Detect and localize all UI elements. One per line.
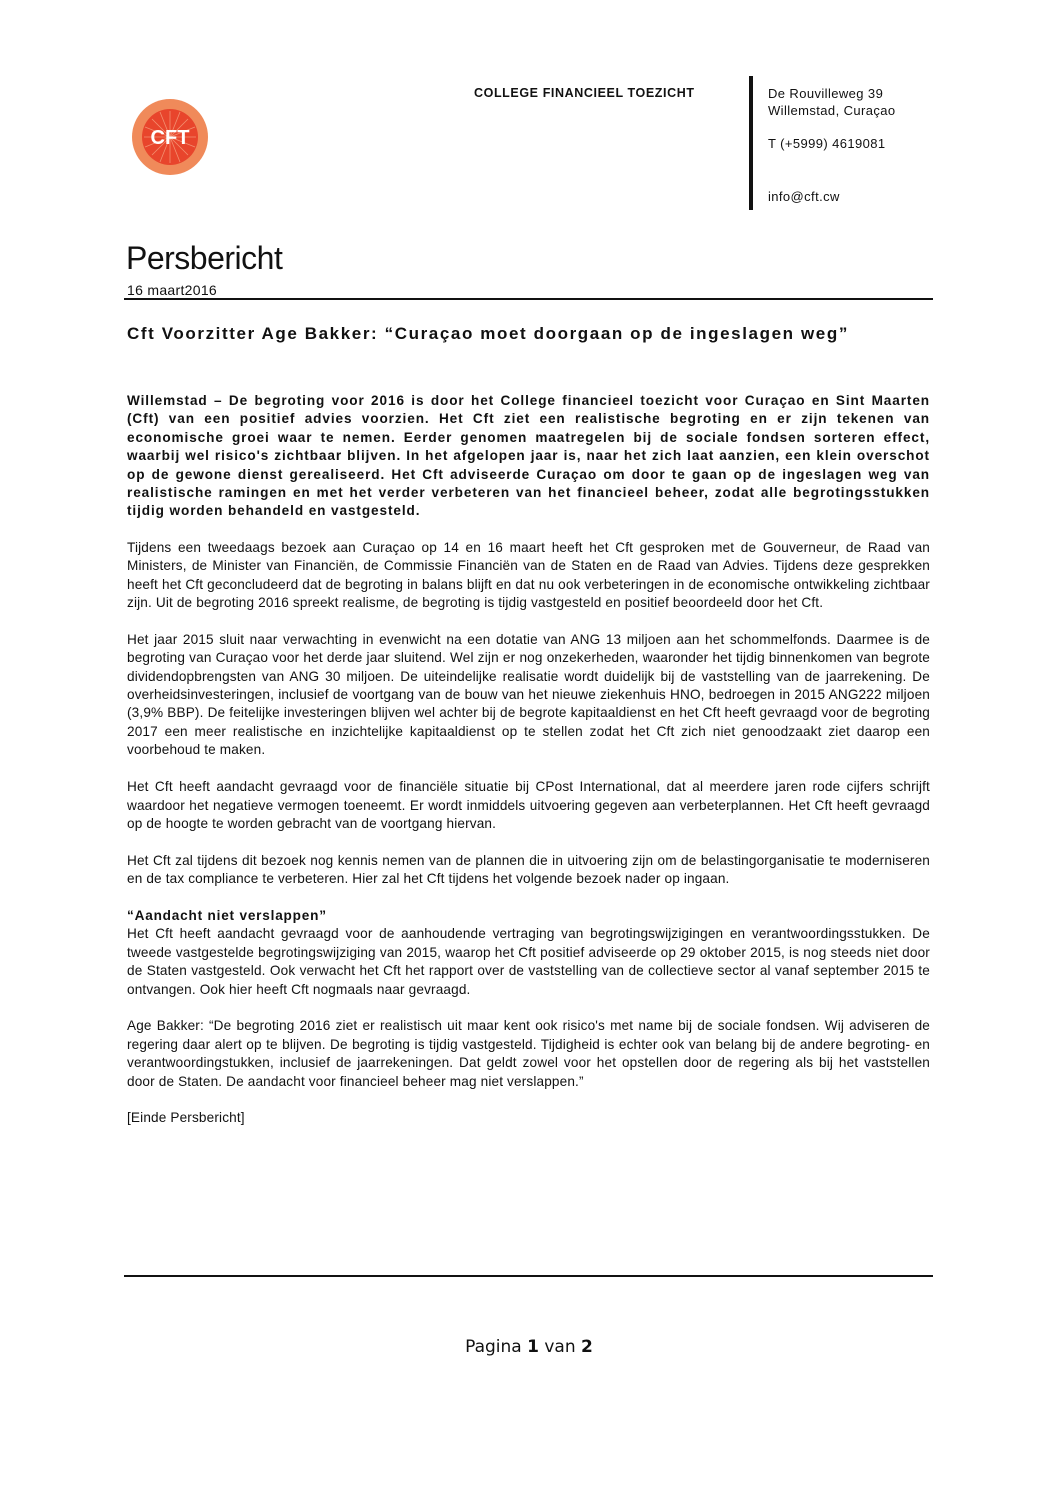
cft-logo-icon [130, 97, 210, 177]
press-body [127, 392, 930, 1146]
title-divider [124, 298, 933, 300]
body-paragraph: Het jaar 2015 sluit naar verwachting in evenwicht na een dotatie van ANG 13 miljoen aan het schommelfonds. Daarmee is de begroting van Curaçao voor het derde jaar sluitend. Wel zijn er nog onzekerheden, waaronder het tijdig binnenkomen van begrote dividendopbrengsten van ANG 30 miljoen. De uiteindelijke realisatie wordt duidelijk bij de vaststelling van de jaarrekening. De overheidsinvesteringen, inclusief de voortgang van de bouw van het nieuwe ziekenhuis HNO, bedroegen in 2015 ANG222 miljoen (3,9% BBP). De feitelijke investeringen blijven wel achter bij de begrote kapitaaldienst en het Cft heeft gevraagd voor de begroting 2017 een meer realistische en inzichtelijke kapitaaldienst op te stellen zodat het Cft zich niet genoodzaakt ziet daarop een voorbehoud te maken. [127, 631, 930, 758]
organization-name: COLLEGE FINANCIEEL TOEZICHT [474, 86, 695, 100]
current-page: 1 [527, 1337, 539, 1357]
subsection [127, 907, 930, 999]
phone-number: T (+5999) 4619081 [768, 136, 886, 151]
section-subheading: “Aandacht niet verslappen” [127, 907, 327, 923]
email-link[interactable]: info@cft.cw [768, 189, 840, 204]
total-pages: 2 [581, 1337, 593, 1357]
body-paragraph: Tijdens een tweedaags bezoek aan Curaçao op 14 en 16 maart heeft het Cft gesproken met de Gouverneur, de Raad van Ministers, de Minister van Financiën, de Commissie Financiën van de Staten en de Raad van Advies. Tijdens deze gesprekken heeft het Cft geconcludeerd dat de begroting in balans blijft en dat nu ook verbeteringen in de economische ontwikkeling zichtbaar zijn. Uit de begroting 2016 spreekt realisme, de begroting is tijdig vastgesteld en positief beoordeeld door het Cft. [127, 539, 930, 611]
lead-paragraph: Willemstad – De begroting voor 2016 is door het College financieel toezicht voor Curaçao en Sint Maarten (Cft) van een positief advies voorzien. Het Cft ziet een realistische begroting en er zijn tekenen van economische groei waar te nemen. Eerder genomen maatregelen bij de sociale fondsen sorteren effect, waarbij wel risico's zichtbaar blijven. In het afgelopen jaar is, naar het zich laat aanzien, een klein overschot op de gewone dienst gerealiseerd. Het Cft adviseerde Curaçao om door te gaan op de ingeslagen weg van realistische ramingen en met het verder verbeteren van het financieel beheer, zodat alle begrotingsstukken tijdig worden behandeld en vastgesteld. [127, 393, 930, 519]
contact-block [768, 85, 896, 205]
page-number [0, 1337, 1058, 1357]
press-headline: Cft Voorzitter Age Bakker: “Curaçao moet doorgaan op de ingeslagen weg” [127, 324, 849, 343]
address-line-1: De Rouvilleweg 39 [768, 86, 884, 101]
letterhead-divider [749, 76, 753, 210]
document-title: Persbericht [126, 240, 283, 276]
subsection-text: Het Cft heeft aandacht gevraagd voor de aanhoudende vertraging van begrotingswijzigingen en verantwoordingsstukken. De tweede vastgestelde begrotingswijziging van 2015, waarop het Cft positief adviseerde op 29 oktober 2015, is nog steeds niet door de Staten vastgesteld. Ook verwacht het Cft het rapport over de vaststelling van de collectieve sector al vanaf september 2015 te ontvangen. Ook hier heeft Cft nogmaals naar gevraagd. [127, 926, 930, 997]
address-line-2: Willemstad, Curaçao [768, 103, 896, 118]
body-paragraph: Het Cft heeft aandacht gevraagd voor de financiële situatie bij CPost International, dat al meerdere jaren rode cijfers schrijft waardoor het negatieve vermogen toeneemt. Er wordt inmiddels uitvoering gegeven aan verbeterplannen. Het Cft heeft gevraagd op de hoogte te worden gebracht van de voortgang hiervan. [127, 779, 930, 831]
of-label: van [544, 1337, 576, 1357]
footer-divider [124, 1275, 933, 1277]
document-date: 16 maart2016 [127, 282, 217, 298]
end-marker: [Einde Persbericht] [127, 1110, 245, 1126]
body-paragraph: Het Cft zal tijdens dit bezoek nog kennis nemen van de plannen die in uitvoering zijn om de belastingorganisatie te moderniseren en de tax compliance te verbeteren. Hier zal het Cft tijdens het volgende bezoek nader op ingaan. [127, 852, 930, 887]
quote-paragraph: Age Bakker: “De begroting 2016 ziet er realistisch uit maar kent ook risico's met name bij de sociale fondsen. Wij adviseren de regering daar alert op te blijven. De begroting is tijdig vastgesteld. Tijdigheid is echter ook van belang bij de andere begroting- en verantwoordingstukken, inclusief de jaarrekeningen. Dat geldt zowel voor het opstellen door de regering als bij het vaststellen door de Staten. De aandacht voor financieel beheer mag niet verslappen.” [127, 1018, 930, 1089]
logo-text: CFT [150, 127, 190, 149]
page-label: Pagina [465, 1337, 522, 1357]
